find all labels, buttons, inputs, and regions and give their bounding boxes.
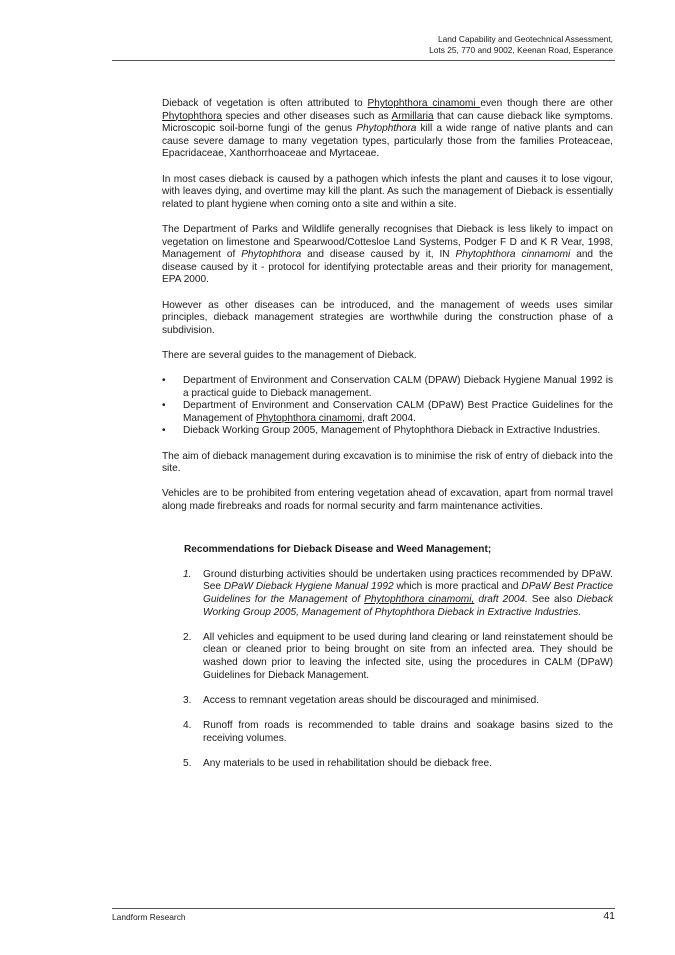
italic-term: DPaW Dieback Hygiene Manual 1992 (223, 581, 394, 593)
list-item-text: Department of Environment and Conservation CALM (DPAW) Dieback Hygiene Manual 1992 is a practical guide to Dieback management. (183, 375, 613, 399)
guides-list (162, 375, 613, 438)
underlined-term: Phytophthora cinamomi (367, 98, 481, 109)
text-run: even though there are other (480, 98, 614, 109)
paragraph-dpaw (162, 224, 613, 287)
underlined-term: Phytophthora (162, 110, 223, 122)
paragraph-pathogen: In most cases dieback is caused by a pathogen which infests the plant and causes it to lose vigour, with leaves dying, and overtime may kill the plant. As such the management of Dieback is essentially related to plant hygiene when coming onto a site and within a site. (162, 173, 613, 210)
list-item-text: See also (527, 593, 577, 605)
text-run: Dieback of vegetation is often attributed to (162, 98, 368, 109)
item-number: 5. (183, 757, 192, 769)
text-run: species and other diseases such as (222, 110, 392, 122)
list-item-text: All vehicles and equipment to be used during land clearing or land reinstatement should be clean or cleaned prior to being brought on site from an infected area. They should be washed down prior to leaving the infected site, using the procedures in CALM (DPaW) Guidelines for Dieback Management. (203, 631, 613, 681)
page-number: 41 (603, 910, 615, 922)
header-line-1: Land Capability and Geotechnical Assessment, (437, 34, 613, 44)
italic-term: Phytophthora (356, 123, 417, 135)
text-run: and the disease caused by it - protocol for identifying protectable areas and their priority for management, EPA 2000. (162, 249, 614, 286)
list-item (162, 758, 613, 771)
list-item (162, 569, 613, 619)
text-run: kill a wide range of native plants and can cause severe damage to many vegetation types, particularly those from the families Proteaceae, Epacridaceae, Xanthorrhoaceae and Myrtaceae. (162, 123, 613, 160)
header-line-2: Lots 25, 770 and 9002, Keenan Road, Esperance (429, 45, 613, 55)
recommendations-heading: Recommendations for Dieback Disease and Weed Management; (184, 543, 492, 555)
item-number: 2. (183, 631, 192, 643)
item-number: 1. (183, 568, 192, 580)
underlined-term: Phytophthora cinamomi, (364, 593, 475, 605)
italic-term: Dieback Working Group 2005, Management of Phytophthora Dieback in Extractive Industries. (203, 593, 613, 618)
underlined-term: Armillaria (391, 110, 434, 122)
item-number: 3. (183, 694, 192, 706)
page-body (162, 98, 613, 783)
list-item (162, 695, 613, 708)
header-divider (112, 60, 615, 61)
italic-term: Phytophthora cinnamomi (455, 249, 571, 261)
footer-company: Landform Research (112, 912, 186, 922)
text-run: that can cause dieback like symptoms. Microscopic soil-borne fungi of the genus (162, 110, 613, 135)
running-header (429, 34, 613, 56)
italic-term: Phytophthora (241, 249, 302, 261)
list-item-text: Department of Environment and Conservation CALM (DPaW) Best Practice Guidelines for the Management of (183, 400, 613, 424)
list-item-text: , draft 2004. (362, 412, 416, 424)
text-run: The Department of Parks and Wildlife generally recognises that Dieback is less likely to impact on vegetation on limestone and Spearwood/Cottesloe Land Systems, Podger F D and K R Vear, 1998, Management of (162, 223, 613, 261)
italic-term: draft 2004. (474, 593, 528, 605)
list-item (162, 375, 613, 400)
list-item (162, 720, 613, 745)
paragraph-guides-intro: There are several guides to the management of Dieback. (162, 349, 417, 361)
list-item-text: Any materials to be used in rehabilitation should be dieback free. (203, 757, 492, 769)
paragraph-dieback-intro (162, 98, 613, 161)
paragraph-aim: The aim of dieback management during excavation is to minimise the risk of entry of dieback into the site. (162, 450, 613, 475)
italic-term: DPaW Best Practice Guidelines for the Management of (203, 581, 613, 605)
list-item-text: Runoff from roads is recommended to table drains and soakage basins sized to the receiving volumes. (203, 719, 613, 744)
list-item-text: Ground disturbing activities should be undertaken using practices recommended by DPaW. See (203, 568, 613, 593)
item-number: 4. (183, 719, 192, 731)
list-item-text: which is more practical and (393, 581, 522, 593)
underlined-term: Phytophthora cinamomi (255, 412, 362, 424)
list-item (162, 425, 613, 438)
list-item-text: Dieback Working Group 2005, Management of Phytophthora Dieback in Extractive Industries. (183, 425, 601, 437)
paragraph-vehicles: Vehicles are to be prohibited from entering vegetation ahead of excavation, apart from normal travel along made firebreaks and roads for normal security and farm maintenance activities. (162, 488, 613, 512)
recommendations-list (162, 569, 613, 771)
bullet-mark: • (162, 425, 166, 437)
list-item-text: Access to remnant vegetation areas should be discouraged and minimised. (203, 694, 540, 706)
text-run: and disease caused by it, IN (301, 249, 456, 261)
bullet-mark: • (162, 375, 166, 387)
bullet-mark: • (162, 400, 166, 412)
list-item (162, 400, 613, 425)
list-item (162, 632, 613, 682)
footer-divider (112, 908, 615, 909)
paragraph-other-diseases: However as other diseases can be introduced, and the management of weeds uses similar principles, dieback management strategies are worthwhile during the construction phase of a subdivision. (162, 299, 613, 336)
